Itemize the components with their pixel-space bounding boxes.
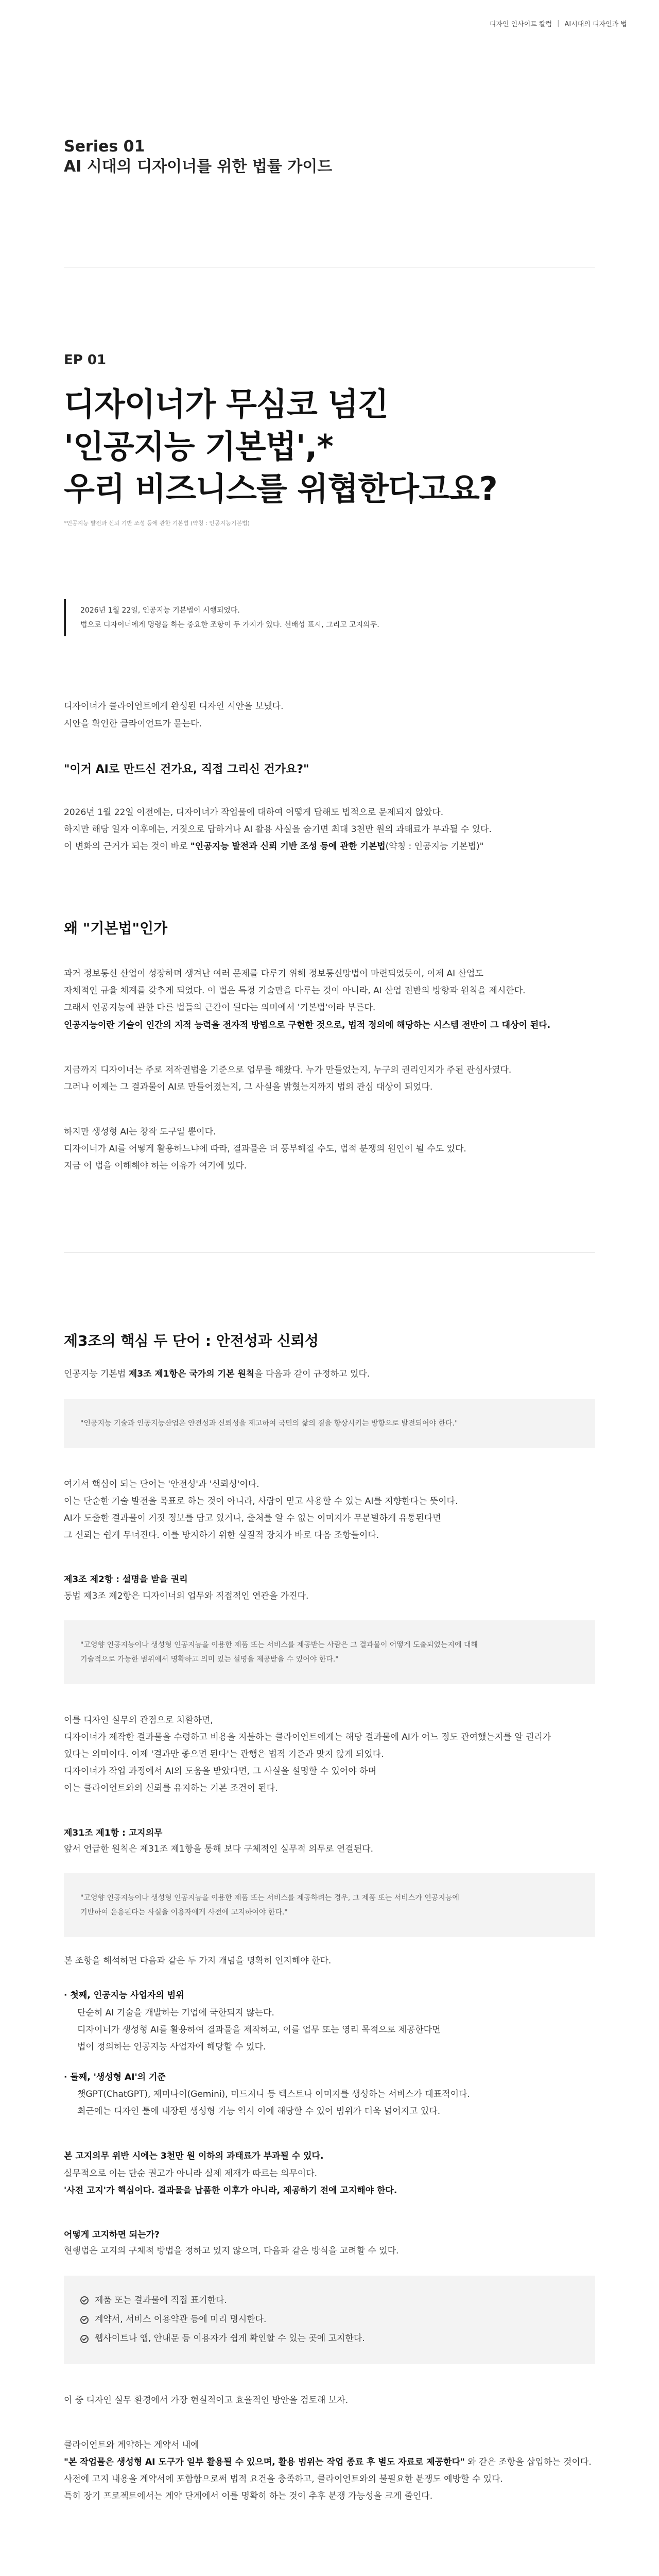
text-line: 디자이너가 클라이언트에게 완성된 디자인 시안을 보냈다.	[64, 701, 284, 712]
check-item	[80, 2310, 579, 2329]
check-item-label: 제품 또는 결과물에 직접 표기한다.	[95, 2295, 227, 2306]
episode-header	[0, 267, 659, 527]
contract-clause: "본 작업물은 생성형 AI 도구가 일부 활용될 수 있으며, 활용 범위는 작업 종료 후 별도 자료로 제공한다"	[64, 2457, 465, 2468]
text-line: 디자이너가 제작한 결과물을 수령하고 비용을 지불하는 클라이언트에게는 해당 결과물에 AI가 어느 정도 관여했는지를 알 권리가	[64, 1732, 551, 1743]
episode-number: EP 01	[64, 352, 107, 368]
article3-2-block	[64, 1572, 595, 1605]
check-circle-icon	[80, 2316, 89, 2324]
text-line: AI가 도출한 결과물이 거짓 정보를 담고 있거나, 출처를 알 수 없는 이미지가 무분별하게 유통된다면	[64, 1513, 441, 1523]
text-line: 그래서 인공지능에 관한 다른 법들의 근간이 된다는 의미에서 '기본법'이라 부른다.	[64, 1003, 376, 1013]
text-span: 인공지능 기본법	[64, 1369, 129, 1380]
episode-title	[64, 383, 659, 510]
check-item-label: 웹사이트나 앱, 안내문 등 이용자가 쉽게 확인할 수 있는 곳에 고지한다.	[95, 2333, 365, 2344]
text-span: 와 같은 조항을 삽입하는 것이다.	[467, 2457, 592, 2468]
callout-line: 2026년 1월 22일, 인공지능 기본법이 시행되었다.	[80, 606, 240, 615]
text-line: 디자이너가 생성형 AI를 활용하여 결과물을 제작하고, 이를 업무 또는 영리 목적으로 제공한다면	[77, 2024, 441, 2035]
text-line: 최근에는 디자인 툴에 내장된 생성형 기능 역시 이에 해당할 수 있어 범위가 더욱 넓어지고 있다.	[77, 2106, 441, 2117]
sub-desc: 동법 제3조 제2항은 디자이너의 업무와 직접적인 연관을 가진다.	[64, 1590, 309, 1601]
text-line: 단순히 AI 기술을 개발하는 기업에 국한되지 않는다.	[77, 2007, 274, 2018]
text-line: 법이 정의하는 인공지능 사업자에 해당할 수 있다.	[77, 2041, 266, 2052]
check-circle-icon	[80, 2335, 89, 2343]
text-span: 을 다음과 같이 규정하고 있다.	[254, 1369, 370, 1380]
intro-callout	[64, 599, 595, 636]
intro-paragraph	[64, 804, 595, 855]
text-line: 기술적으로 가능한 범위에서 명확하고 의미 있는 설명을 제공받을 수 있어야 한다."	[80, 1655, 339, 1664]
episode-title-line: '인공지능 기본법',*	[64, 427, 333, 465]
intro-paragraph	[64, 698, 595, 732]
text-line: 챗GPT(ChatGPT), 제미나이(Gemini), 미드저니 등 텍스트나 이미지를 생성하는 서비스가 대표적이다.	[77, 2089, 470, 2100]
sub-desc: 현행법은 고지의 구체적 방법을 정하고 있지 않으며, 다음과 같은 방식을 고려할 수 있다.	[64, 2246, 399, 2257]
why-paragraph	[64, 1124, 595, 1175]
text-line: 그러나 이제는 그 결과물이 AI로 만들어졌는지, 그 사실을 밝혔는지까지 법의 관심 대상이 되었다.	[64, 1081, 433, 1092]
list-item-title: · 둘째, '생성형 AI'의 기준	[64, 2072, 166, 2083]
text-line: 지금까지 디자이너는 주로 저작권법을 기준으로 업무를 해왔다. 누가 만들었는지, 누구의 권리인지가 주된 관심사였다.	[64, 1064, 512, 1075]
text-line	[64, 1017, 595, 1034]
list-item	[64, 2069, 595, 2120]
text-line: 기반하여 운용된다는 사실을 이용자에게 사전에 고지하여야 한다."	[80, 1908, 288, 1917]
series-header	[0, 46, 659, 177]
text-line: 과거 정보통신 산업이 성장하며 생겨난 여러 문제를 다루기 위해 정보통신망법이 마련되었듯이, 이제 AI 산업도	[64, 969, 483, 979]
series-title: AI 시대의 디자이너를 위한 법률 가이드	[64, 158, 333, 176]
section-title-article3: 제3조의 핵심 두 단어 : 안전성과 신뢰성	[64, 1332, 319, 1350]
series-number: Series 01	[64, 138, 145, 156]
episode-title-line: 우리 비즈니스를 위협한다고요?	[64, 469, 497, 507]
check-item-label: 계약서, 서비스 이용약관 등에 미리 명시한다.	[95, 2314, 267, 2325]
bullet-list	[64, 1987, 595, 2120]
text-line	[64, 2182, 595, 2199]
sub-title: 제31조 제1항 : 고지의무	[64, 1827, 163, 1838]
text-line: 자체적인 규율 체계를 갖추게 되었다. 이 법은 특정 기술만을 다루는 것이 아니라, AI 산업 전반의 방향과 원칙을 제시한다.	[64, 986, 526, 996]
text-line: 2026년 1월 22일 이전에는, 디자이너가 작업물에 대하여 어떻게 답해도 법적으로 문제되지 않았다.	[64, 807, 444, 818]
law-quote	[64, 1873, 595, 1937]
text-bold: 제3조 제1항은 국가의 기본 원칙	[128, 1369, 255, 1380]
text-line	[64, 2454, 595, 2471]
text-span: (약칭 : 인공지능 기본법)"	[385, 841, 484, 852]
text-line: 클라이언트와 계약하는 계약서 내에	[64, 2439, 199, 2450]
notice-methods-box	[64, 2276, 595, 2364]
text-span: 이 변화의 근거가 되는 것이 바로	[64, 841, 190, 852]
how-block	[64, 2227, 595, 2260]
text-line: 지금 이 법을 이해해야 하는 이유가 여기에 있다.	[64, 1161, 247, 1172]
text-line: 이는 단순한 기술 발전을 목표로 하는 것이 아니라, 사람이 믿고 사용할 수 있는 AI를 지향한다는 뜻이다.	[64, 1496, 458, 1506]
text-line: "고영향 인공지능이나 생성형 인공지능을 이용한 제품 또는 서비스를 제공하려는 경우, 그 제품 또는 서비스가 인공지능에	[80, 1894, 459, 1903]
check-item	[80, 2329, 579, 2348]
law-name: "인공지능 발전과 신뢰 기반 조성 등에 관한 기본법	[190, 841, 386, 852]
text-line: 사전에 고지 내용을 계약서에 포함함으로써 법적 요건을 충족하고, 클라이언트와의 불필요한 분쟁도 예방할 수 있다.	[64, 2474, 503, 2485]
why-paragraph	[64, 1062, 595, 1096]
sub-title: 어떻게 고지하면 되는가?	[64, 2229, 160, 2240]
text-line	[64, 838, 595, 855]
nav-separator: |	[557, 19, 560, 27]
check-item	[80, 2291, 579, 2310]
section-title-why: 왜 "기본법"인가	[64, 920, 168, 937]
nav-link-ai-design-law[interactable]: AI시대의 디자인과 법	[564, 20, 627, 28]
episode-footnote: *인공지능 발전과 신뢰 기반 조성 등에 관한 기본법 (약칭 : 인공지능기본법)	[64, 520, 250, 527]
text-line	[64, 2148, 595, 2165]
text-line: 하지만 생성형 AI는 창작 도구일 뿐이다.	[64, 1127, 216, 1138]
article3-paragraph	[64, 1476, 595, 1545]
text-bold: 본 고지의무 위반 시에는 3천만 원 이하의 과태료가 부과될 수 있다.	[64, 2151, 324, 2162]
article31-block	[64, 1825, 595, 1858]
law-quote	[64, 1620, 595, 1684]
client-question: "이거 AI로 만드신 건가요, 직접 그리신 건가요?"	[64, 762, 309, 776]
article3-paragraph	[64, 1712, 595, 1798]
article3-lead	[64, 1366, 595, 1383]
text-bold: 인공지능이란 기술이 인간의 지적 능력을 전자적 방법으로 구현한 것으로, 법적 정의에 해당하는 시스템 전반이 그 대상이 된다.	[64, 1020, 551, 1030]
text-line: 시안을 확인한 클라이언트가 묻는다.	[64, 718, 202, 729]
text-line: 여기서 핵심이 되는 단어는 '안전성'과 '신뢰성'이다.	[64, 1479, 259, 1489]
list-item	[64, 1987, 595, 2056]
why-paragraph	[64, 965, 595, 1034]
contract-paragraph	[64, 2437, 595, 2505]
text-line: 실무적으로 이는 단순 권고가 아니라 실제 제재가 따르는 의무이다.	[64, 2168, 318, 2179]
law-quote: "인공지능 기술과 인공지능산업은 안전성과 신뢰성을 제고하여 국민의 삶의 질을 향상시키는 방향으로 발전되어야 한다."	[64, 1399, 595, 1448]
text-line: 디자이너가 작업 과정에서 AI의 도움을 받았다면, 그 사실을 설명할 수 있어야 하며	[64, 1766, 376, 1777]
callout-line: 법으로 디자이너에게 명령을 하는 중요한 조항이 두 가지가 있다. 선배성 표시, 그리고 고지의무.	[80, 621, 379, 630]
nav-link-insight[interactable]: 디자인 인사이트 칼럼	[489, 20, 552, 28]
text-line: "고영향 인공지능이나 생성형 인공지능을 이용한 제품 또는 서비스를 제공받는 사람은 그 결과물이 어떻게 도출되었는지에 대해	[80, 1640, 478, 1649]
text-bold: '사전 고지'가 핵심이다. 결과물을 납품한 이후가 아니라, 제공하기 전에 고지해야 한다.	[64, 2185, 397, 2196]
text-line: 이는 클라이언트와의 신뢰를 유지하는 기본 조건이 된다.	[64, 1783, 278, 1794]
top-nav	[0, 0, 659, 46]
check-circle-icon	[80, 2296, 89, 2304]
list-item-title: · 첫째, 인공지능 사업자의 범위	[64, 1990, 184, 2001]
article31-paragraph: 본 조항을 해석하면 다음과 같은 두 가지 개념을 명확히 인지해야 한다.	[64, 1956, 332, 1967]
text-line: 그 신뢰는 쉽게 무너진다. 이를 방지하기 위한 실질적 장치가 바로 다음 조항들이다.	[64, 1530, 379, 1541]
penalty-paragraph	[64, 2148, 595, 2199]
text-line: 있다는 의미이다. 이제 '결과만 좋으면 된다'는 관행은 법적 기준과 맞지 않게 되었다.	[64, 1749, 384, 1760]
article-body	[0, 599, 659, 2576]
sub-title: 제3조 제2항 : 설명을 받을 권리	[64, 1574, 188, 1585]
episode-title-line: 디자이너가 무심코 넘긴	[64, 385, 389, 423]
text-line: 이를 디자인 실무의 관점으로 치환하면,	[64, 1715, 213, 1725]
text-line: 특히 장기 프로젝트에서는 계약 단계에서 이를 명확히 하는 것이 추후 분쟁 가능성을 크게 줄인다.	[64, 2491, 433, 2502]
how-paragraph: 이 중 디자인 실무 환경에서 가장 현실적이고 효율적인 방안을 검토해 보자.	[64, 2395, 349, 2405]
text-line: 하지만 해당 일자 이후에는, 거짓으로 답하거나 AI 활용 사실을 숨기면 최대 3천만 원의 과태료가 부과될 수 있다.	[64, 824, 492, 835]
text-line: 디자이너가 AI를 어떻게 활용하느냐에 따라, 결과물은 더 풍부해질 수도, 법적 분쟁의 원인이 될 수도 있다.	[64, 1144, 466, 1155]
sub-desc: 앞서 언급한 원칙은 제31조 제1항을 통해 보다 구체적인 실무적 의무로 연결된다.	[64, 1844, 373, 1855]
